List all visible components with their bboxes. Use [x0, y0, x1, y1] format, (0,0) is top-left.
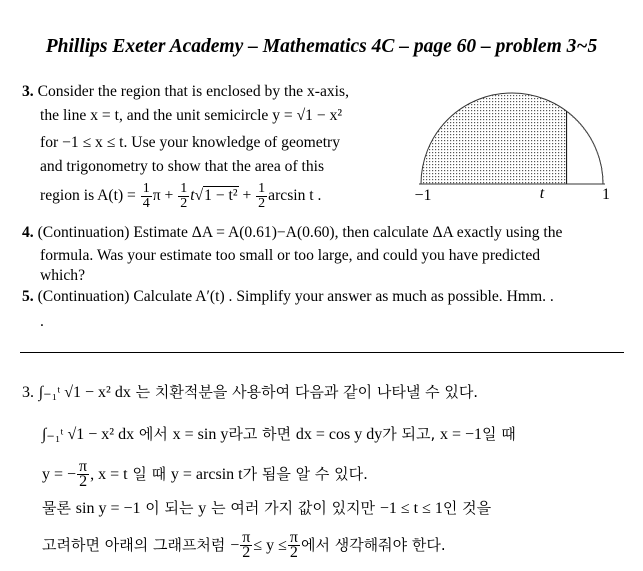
- solution-text-2a: 에서: [138, 425, 168, 443]
- pi-over-2-left: $\frac{\pi}{2}$: [242, 529, 251, 561]
- solution-text-4c: 는 여러 가지 값이 있지만: [211, 499, 376, 517]
- solution-text-4b: 이 되는: [145, 499, 194, 517]
- problem-3-line-4: and trigonometry to show that the area of this: [40, 158, 325, 175]
- problem-4-line-3: which?: [40, 267, 86, 284]
- solution-text-2c: 가 되고,: [382, 425, 436, 443]
- sin-equation: sin y = −1: [75, 500, 141, 517]
- solution-text-3a: 일 때: [132, 465, 167, 483]
- pi-over-2-right: $\frac{\pi}{2}$: [289, 529, 298, 561]
- problem-3-line-3: for −1 ≤ x ≤ t. Use your knowledge of geometry: [40, 134, 341, 151]
- solution-text-2d: 일 때: [482, 425, 516, 443]
- plus-sign: +: [164, 187, 174, 204]
- solution-line-4: [42, 498, 491, 519]
- fraction-half: $\frac{1}{2}$: [180, 180, 188, 211]
- problem-3-text-1: Consider the region that is enclosed by the x-axis,: [37, 83, 349, 100]
- problem-5-text-1: (Continuation) Calculate A′(t) . Simplify your answer as much as possible. Hmm. .: [37, 288, 554, 305]
- semicircle-graph: [405, 80, 625, 205]
- solution-line-2: [42, 424, 516, 445]
- problem-5-line-2: .: [40, 313, 44, 330]
- shaded-region: [421, 93, 567, 184]
- solution-text-3b: 가 됨을 알 수 있다.: [242, 465, 368, 483]
- y-equals-minus: y = −: [42, 466, 77, 483]
- fraction-half-2: $\frac{1}{2}$: [258, 180, 266, 211]
- solution-text-4d: 인 것을: [442, 499, 492, 517]
- pi-symbol: π: [152, 187, 161, 204]
- y-equals-arcsin: y = arcsin t: [170, 466, 243, 483]
- solution-text-1: 는 치환적분을 사용하여 다음과 같이 나타낼 수 있다.: [135, 383, 479, 401]
- problem-3-formula-line: region is A(t) = $\frac{1}{4}$ π + $\frac{1}{2}$ t√1 − t² + $\frac{1}{2}$ arcsin t .: [40, 180, 322, 211]
- solution-text-2b: 라고 하면: [228, 425, 292, 443]
- x-equals-t: , x = t: [90, 466, 128, 483]
- substitution: x = sin y: [172, 426, 229, 443]
- axis-label-1: 1: [602, 186, 610, 203]
- lower-bound: x = −1: [440, 426, 483, 443]
- solution-line-5: [42, 527, 446, 564]
- formula-prefix: region is A(t) =: [40, 187, 136, 204]
- t-range: −1 ≤ t ≤ 1: [379, 500, 443, 517]
- plus-sign-2: +: [242, 187, 252, 204]
- differential: dx = cos y dy: [295, 426, 383, 443]
- solution-number: 3.: [22, 384, 34, 401]
- problem-4-line-1: [22, 223, 562, 242]
- problem-4-text-1: (Continuation) Estimate ΔA = A(0.61)−A(0.60), then calculate ΔA exactly using the: [37, 224, 563, 241]
- arcsin-term: arcsin t: [268, 187, 314, 204]
- solution-line-1: [22, 382, 478, 403]
- fraction-quarter: $\frac{1}{4}$: [142, 180, 150, 211]
- problem-5-number: 5.: [22, 288, 34, 305]
- problem-4-line-2: formula. Was your estimate too small or too large, and could you have predicted: [40, 247, 541, 264]
- problem-3-number: 3.: [22, 83, 34, 100]
- axis-label-neg1: −1: [414, 187, 432, 204]
- solution-text-5a: 고려하면 아래의 그래프처럼: [42, 536, 226, 554]
- pi-over-2-fraction: $\frac{\pi}{2}$: [79, 458, 88, 490]
- solution-line-3: [42, 456, 368, 493]
- formula-period: .: [317, 187, 322, 204]
- inequality: ≤ y ≤: [253, 537, 287, 554]
- solution-integral-1: ∫₋₁ᵗ √1 − x² dx: [38, 384, 131, 401]
- solution-integral-2: ∫₋₁ᵗ √1 − x² dx: [42, 426, 135, 443]
- dotted-arc: [567, 111, 603, 184]
- page-title: Phillips Exeter Academy – Mathematics 4C – page 60 – problem 3~5: [45, 36, 598, 57]
- axis-label-t: t: [539, 185, 545, 202]
- section-divider: [20, 352, 624, 353]
- solution-text-5b: 에서 생각해줘야 한다.: [300, 536, 446, 554]
- minus-sign: −: [230, 537, 240, 554]
- solution-text-4a: 물론: [42, 499, 71, 517]
- t-variable: t: [190, 187, 195, 204]
- root-body: 1 − t²: [204, 187, 238, 204]
- problem-4-number: 4.: [22, 224, 34, 241]
- y-variable: y: [198, 500, 207, 517]
- problem-3-line-1: [22, 82, 349, 101]
- problem-3-line-2: the line x = t, and the unit semicircle y = √1 − x²: [40, 107, 343, 124]
- problem-5-line-1: [22, 287, 554, 306]
